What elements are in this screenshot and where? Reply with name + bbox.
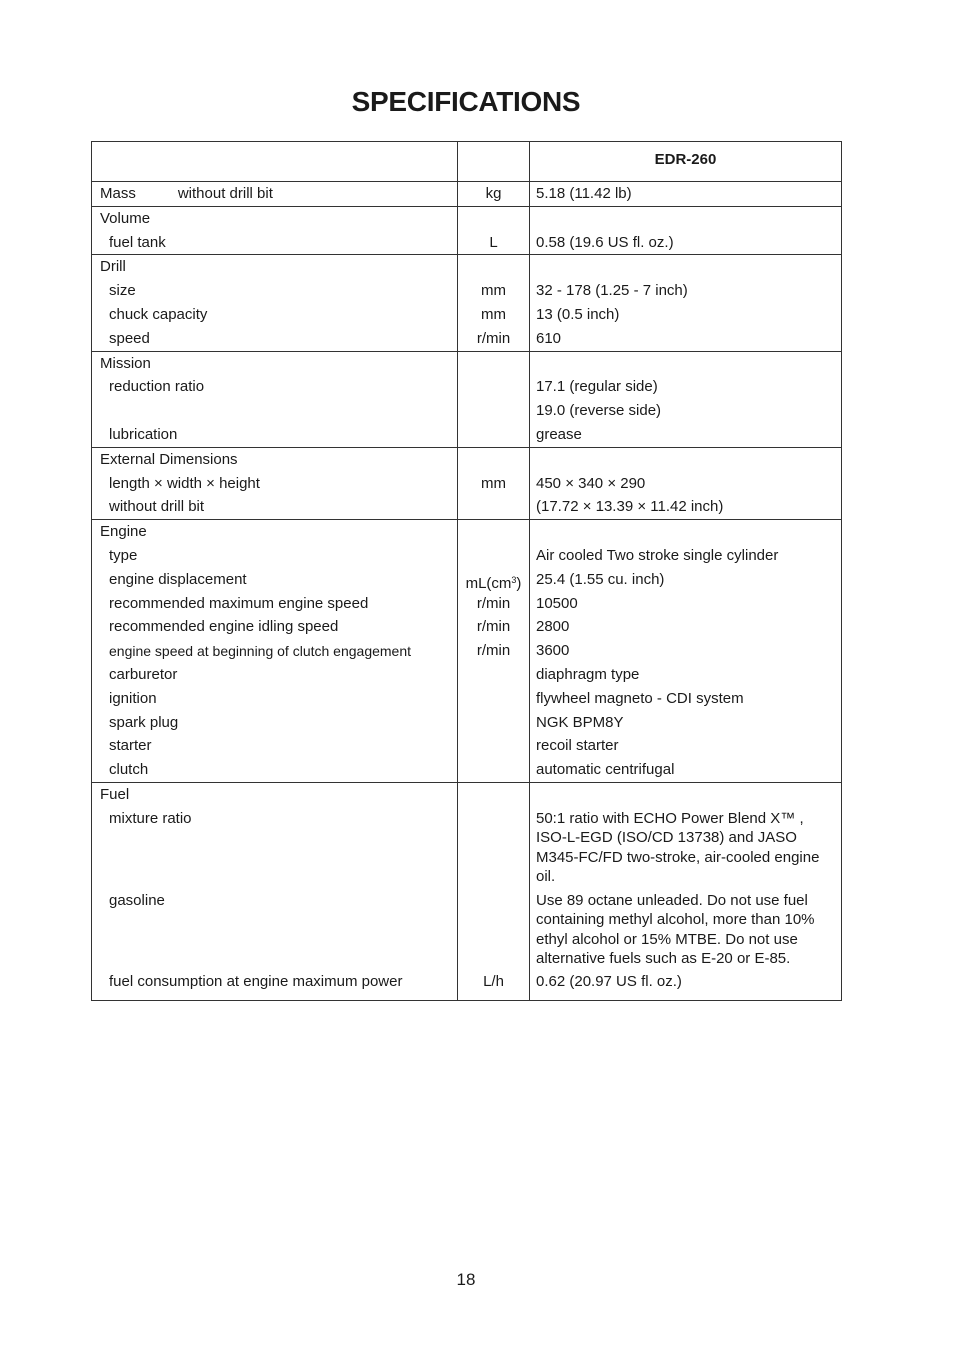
table-row-drill [92,255,842,351]
gasoline-label: gasoline [109,891,165,909]
carburetor-label: carburetor [109,665,178,683]
header-blank-unit [458,142,530,182]
header-blank-label [92,142,458,182]
page-number: 18 [456,1270,476,1289]
reduction-ratio-label: reduction ratio [109,378,205,396]
starter-label: starter [109,737,152,755]
lwh-label: length × width × height [109,474,260,492]
lubrication-label: lubrication [109,425,178,443]
model-name: EDR-260 [530,142,842,182]
clutch-engagement-label: engine speed at beginning of clutch engagement [109,643,412,660]
fuel-tank-unit: L [489,233,498,251]
chuck-capacity-value: 13 (0.5 inch) [536,305,620,323]
max-speed-value: 10500 [536,594,578,612]
dimensions-unit: mm [481,474,506,492]
dimensions-value-mm: 450 × 340 × 290 [536,474,646,492]
idle-speed-unit: r/min [476,618,511,636]
volume-label: Volume [100,209,151,227]
clutch-engagement-unit: r/min [476,642,511,660]
clutch-value: automatic centrifugal [536,761,675,779]
displacement-label: engine displacement [109,570,247,588]
displacement-value: 25.4 (1.55 cu. inch) [536,570,665,588]
dimensions-label: External Dimensions [100,450,238,468]
engine-type-value: Air cooled Two stroke single cylinder [536,546,779,564]
drill-size-label: size [109,282,136,300]
lubrication-value: grease [536,425,582,443]
fuel-tank-label: fuel tank [109,233,166,251]
idle-speed-label: recommended engine idling speed [109,618,339,636]
dimensions-value-inch: (17.72 × 13.39 × 11.42 inch) [536,498,724,516]
fuel-consumption-value: 0.62 (20.97 US fl. oz.) [536,972,682,990]
fuel-consumption-label: fuel consumption at engine maximum power [109,972,403,990]
engine-type-label: type [109,546,138,564]
reduction-ratio-regular: 17.1 (regular side) [536,378,658,396]
clutch-label: clutch [109,761,149,779]
fuel-tank-value: 0.58 (19.6 US fl. oz.) [536,233,674,251]
mixture-ratio-value: 50:1 ratio with ECHO Power Blend X™ , ISO-L-EGD (ISO/CD 13738) and JASO M345-FC/FD two-stroke, air-cooled engine oil. [536,809,820,886]
table-row-mission [92,351,842,447]
starter-value: recoil starter [536,737,619,755]
table-row-mass [92,182,842,207]
drill-speed-label: speed [109,329,150,347]
table-row-volume [92,206,842,255]
drill-size-unit: mm [481,282,506,300]
mixture-ratio-label: mixture ratio [109,809,192,827]
spark-plug-label: spark plug [109,713,179,731]
page-title: SPECIFICATIONS [351,86,581,117]
table-header-row [92,142,842,182]
mass-label: Mass [100,185,136,202]
drill-size-value: 32 - 178 (1.25 - 7 inch) [536,282,688,300]
idle-speed-value: 2800 [536,618,570,636]
mission-label: Mission [100,354,151,372]
max-speed-unit: r/min [476,594,511,612]
max-speed-label: recommended maximum engine speed [109,594,369,612]
mass-value: 5.18 (11.42 lb) [536,185,632,202]
reduction-ratio-reverse: 19.0 (reverse side) [536,402,662,420]
ignition-value: flywheel magneto - CDI system [536,689,744,707]
table-row-fuel [92,782,842,1000]
table-row-engine [92,520,842,783]
mass-sub-label: without drill bit [177,185,273,202]
engine-label: Engine [100,523,147,541]
table-row-dimensions [92,447,842,519]
mass-unit: kg [485,185,502,202]
spark-plug-value: NGK BPM8Y [536,713,624,731]
gasoline-value: Use 89 octane unleaded. Do not use fuel containing methyl alcohol, more than 10% ethyl alcohol or 15% MTBE. Do not use alternative fuels such as E-20 or E-85. [536,891,815,968]
drill-label: Drill [100,258,126,276]
drill-speed-unit: r/min [476,329,511,347]
ignition-label: ignition [109,689,157,707]
drill-speed-value: 610 [536,329,562,347]
carburetor-value: diaphragm type [536,665,640,683]
chuck-capacity-label: chuck capacity [109,305,208,323]
specifications-table [91,141,842,1001]
chuck-capacity-unit: mm [481,305,506,323]
fuel-consumption-unit: L/h [483,972,504,990]
displacement-unit: $mL(cm^3)$ [465,574,522,592]
fuel-label: Fuel [100,785,130,803]
without-drill-bit-label: without drill bit [109,498,205,516]
clutch-engagement-value: 3600 [536,642,570,660]
